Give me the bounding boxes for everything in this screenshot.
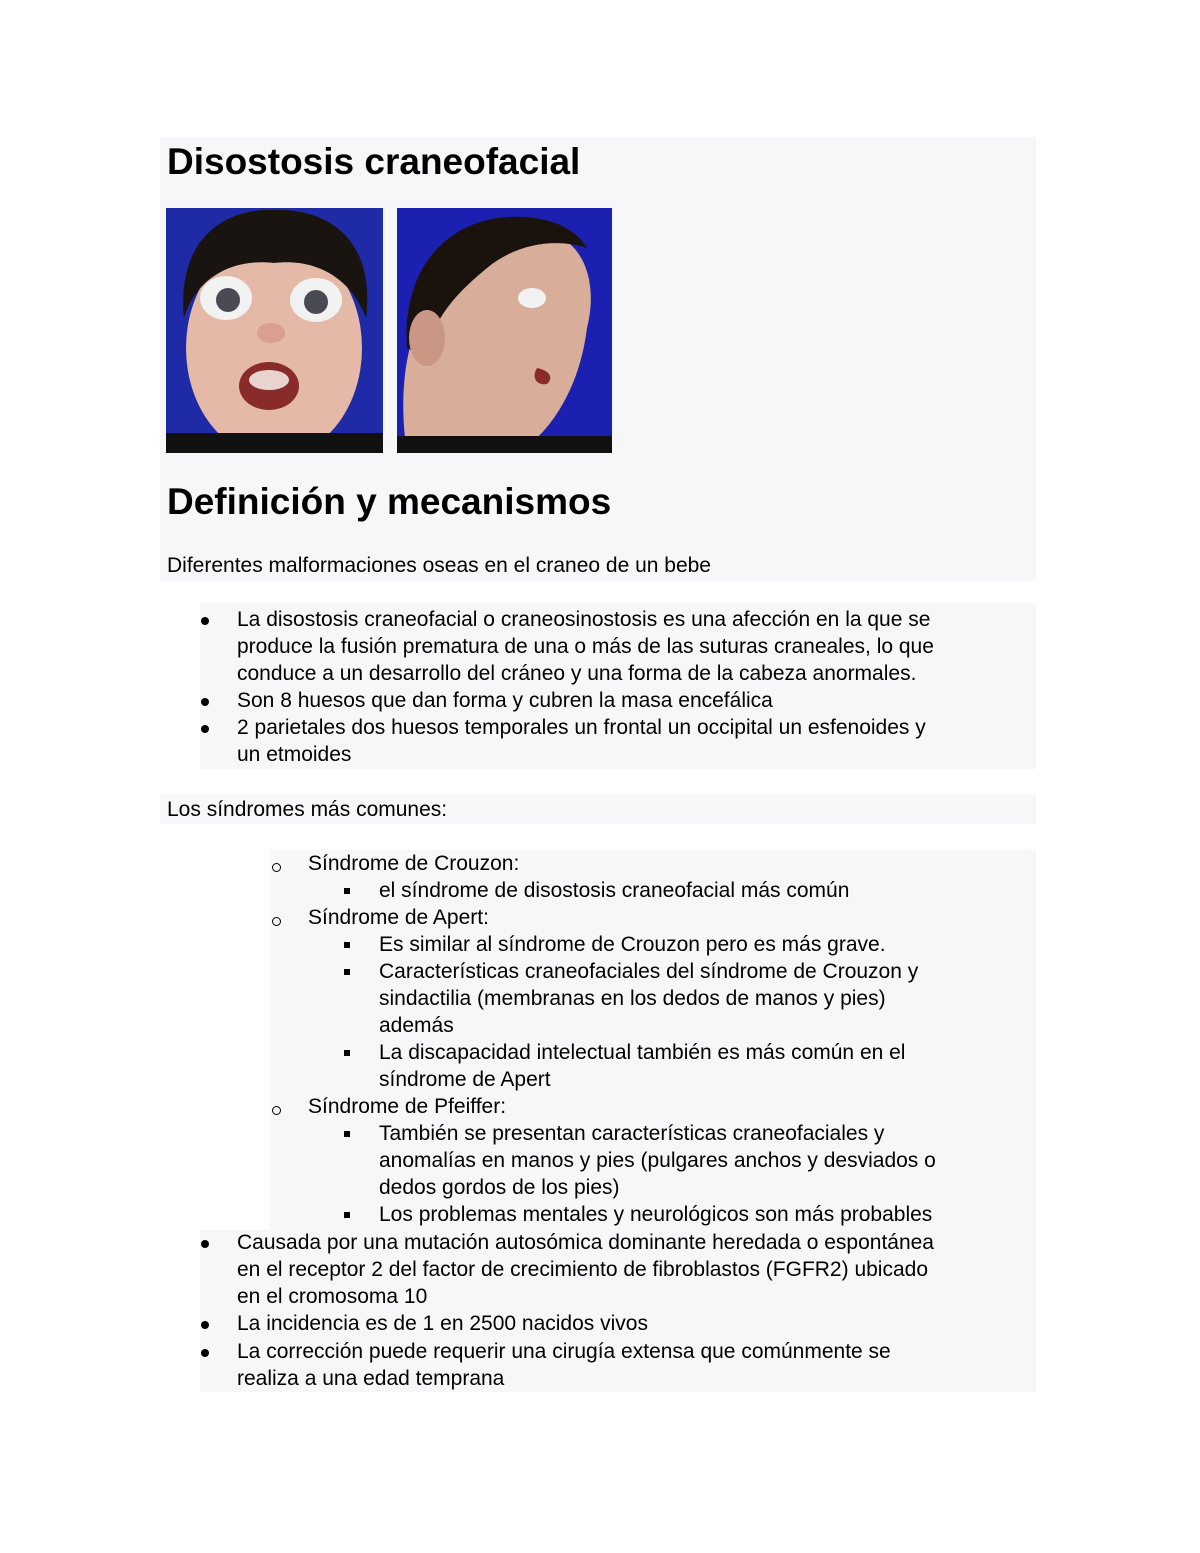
- list-item-line: produce la fusión prematura de una o más de las suturas craneales, lo que: [237, 635, 934, 658]
- syndrome-detail: sindactilia (membranas en los dedos de manos y pies): [379, 987, 886, 1010]
- square-bullet: [344, 1212, 350, 1218]
- bullet-dot: [201, 1321, 209, 1329]
- list-item-line: La corrección puede requerir una cirugía extensa que comúnmente se: [237, 1340, 891, 1363]
- square-bullet: [344, 1131, 350, 1137]
- circle-bullet: [272, 1106, 281, 1115]
- syndrome-detail: También se presentan características craneofaciales y: [379, 1122, 885, 1145]
- syndrome-detail: Es similar al síndrome de Crouzon pero es más grave.: [379, 933, 886, 956]
- syndrome-name: Síndrome de Apert:: [308, 906, 489, 929]
- photo-panel: [166, 208, 612, 454]
- intro-text: Diferentes malformaciones oseas en el craneo de un bebe: [167, 554, 711, 577]
- bullet-dot: [201, 725, 209, 733]
- bullet-dot: [201, 1349, 209, 1357]
- photo-front-view: [166, 208, 383, 453]
- syndrome-detail: anomalías en manos y pies (pulgares anchos y desviados o: [379, 1149, 936, 1172]
- list-item-line: en el cromosoma 10: [237, 1285, 428, 1308]
- list-item-line: 2 parietales dos huesos temporales un frontal un occipital un esfenoides y: [237, 716, 926, 739]
- circle-bullet: [272, 917, 281, 926]
- syndrome-detail: dedos gordos de los pies): [379, 1176, 620, 1199]
- list-item-line: La incidencia es de 1 en 2500 nacidos vivos: [237, 1312, 648, 1335]
- list-item-line: conduce a un desarrollo del cráneo y una forma de la cabeza anormales.: [237, 662, 917, 685]
- list-item-line: Causada por una mutación autosómica dominante heredada o espontánea: [237, 1231, 934, 1254]
- list-item-line: La disostosis craneofacial o craneosinostosis es una afección en la que se: [237, 608, 931, 631]
- syndrome-detail: el síndrome de disostosis craneofacial más común: [379, 879, 850, 902]
- syndrome-detail: La discapacidad intelectual también es más común en el: [379, 1041, 906, 1064]
- square-bullet: [344, 969, 350, 975]
- syndrome-detail: Características craneofaciales del síndrome de Crouzon y: [379, 960, 919, 983]
- syndrome-detail: síndrome de Apert: [379, 1068, 551, 1091]
- square-bullet: [344, 1050, 350, 1056]
- list-item-line: un etmoides: [237, 743, 352, 766]
- photo-side-view: [397, 208, 612, 453]
- document-title: Disostosis craneofacial: [167, 141, 581, 182]
- section-heading: Definición y mecanismos: [167, 481, 612, 522]
- syndrome-name: Síndrome de Crouzon:: [308, 852, 520, 875]
- syndromes-label: Los síndromes más comunes:: [167, 798, 448, 821]
- bullet-dot: [201, 617, 209, 625]
- circle-bullet: [272, 863, 281, 872]
- bullet-dot: [201, 698, 209, 706]
- syndrome-detail: Los problemas mentales y neurológicos son más probables: [379, 1203, 933, 1226]
- syndrome-detail: además: [379, 1014, 454, 1037]
- square-bullet: [344, 888, 350, 894]
- list-item-line: realiza a una edad temprana: [237, 1367, 505, 1390]
- bullet-dot: [201, 1240, 209, 1248]
- list-item-line: Son 8 huesos que dan forma y cubren la masa encefálica: [237, 689, 773, 712]
- list-item-line: en el receptor 2 del factor de crecimiento de fibroblastos (FGFR2) ubicado: [237, 1258, 929, 1281]
- syndrome-name: Síndrome de Pfeiffer:: [308, 1095, 507, 1118]
- square-bullet: [344, 942, 350, 948]
